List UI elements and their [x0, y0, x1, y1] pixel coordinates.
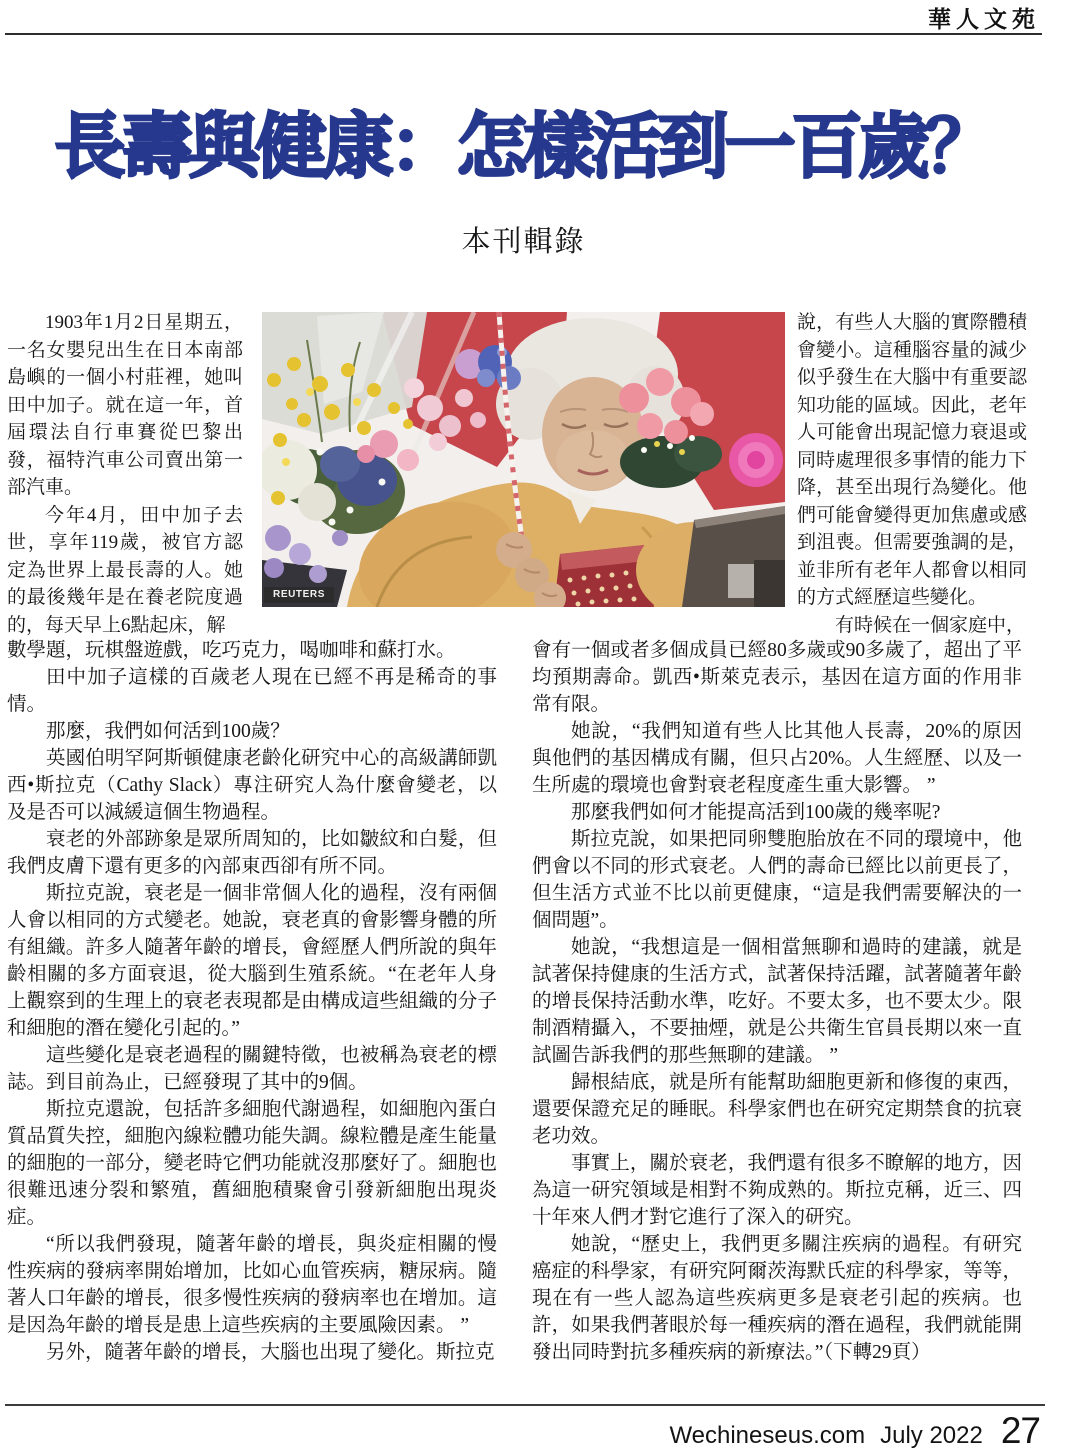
paragraph: 另外，隨著年齡的增長，大腦也出現了變化。斯拉克 [46, 1342, 495, 1363]
footer [669, 1410, 1040, 1452]
paragraph: 說，有些人大腦的實際體積會變小。這種腦容量的減少似乎發生在大腦中有重要認知功能的區域。因此，老年人可能會出現記憶力衰退或同時處理很多事情的能力下降，甚至出現行為變化。他們可能會變得更加焦慮或感到沮喪。但需要強調的是，並非所有老年人都會以相同的方式經歷這些變化。 [797, 312, 1027, 608]
paragraph: 事實上，關於衰老，我們還有很多不瞭解的地方，因為這一研究領域是相對不夠成熟的。斯拉克稱，近三、四十年來人們才對它進行了深入的研究。 [532, 1153, 1022, 1228]
paragraph: 斯拉克說，衰老是一個非常個人化的過程，沒有兩個人會以相同的方式變老。她說，衰老真的會影響身體的所有組織。許多人隨著年齡的增長，會經歷人們所說的與年齡相關的多方面衰退，從大腦到生殖系統。“在老年人身上觀察到的生理上的衰老表現都是由構成這些組織的分子和細胞的潛在變化引起的。” [7, 883, 497, 1039]
header-rule [5, 33, 1042, 35]
paragraph: 衰老的外部跡象是眾所周知的，比如皺紋和白髮，但我們皮膚下還有更多的內部東西卻有所不同。 [7, 829, 497, 877]
paragraph: 英國伯明罕阿斯頓健康老齡化研究中心的高級講師凱西•斯拉克（Cathy Slack）專注研究人為什麼會變老，以及是否可以減緩這個生物過程。 [7, 748, 497, 823]
paragraph: 這些變化是衰老過程的關鍵特徵，也被稱為衰老的標誌。到目前為止，已經發現了其中的9個。 [7, 1045, 497, 1093]
footer-issue-date: July 2022 [880, 1422, 983, 1449]
paragraph: 1903年1月2日星期五，一名女嬰兒出生在日本南部島嶼的一個小村莊裡，她叫田中加子。就在這一年，首屆環法自行車賽從巴黎出發，福特汽車公司賣出第一部汽車。 [7, 312, 243, 498]
paragraph: 她說，“我們知道有些人比其他人長壽，20%的原因與他們的基因構成有關，但只占20%。人生經歷、以及一生所處的環境也會對衰老程度產生重大影響。 ” [532, 721, 1022, 796]
paragraph: 數學題，玩棋盤遊戲，吃巧克力，喝咖啡和蘇打水。 [7, 640, 456, 661]
paragraph: 她說，“歷史上，我們更多關注疾病的過程。有研究癌症的科學家，有研究阿爾茨海默氏症的科學家，等等，現在有一些人認為這些疾病更多是衰老引起的疾病。也許，如果我們著眼於每一種疾病的潛在過程，我們就能開發出同時對抗多種疾病的新療法。”（下轉29頁） [532, 1234, 1022, 1363]
text-column-lower-right [532, 637, 1022, 1366]
paragraph: 田中加子這樣的百歲老人現在已經不再是稀奇的事情。 [7, 667, 497, 715]
paragraph: “所以我們發現，隨著年齡的增長，與炎症相關的慢性疾病的發病率開始增加，比如心血管疾病，糖尿病。隨著人口年齡的增長，很多慢性疾病的發病率也在增加。這是因為年齡的增長是患上這些疾病的主要風險因素。 ” [7, 1234, 497, 1336]
paragraph: 那麼，我們如何活到100歲？ [46, 721, 290, 742]
footer-page-number: 27 [1000, 1410, 1040, 1451]
paragraph: 會有一個或者多個成員已經80多歲或90多歲了，超出了平均預期壽命。凱西•斯萊克表示，基因在這方面的作用非常有限。 [532, 640, 1022, 715]
paragraph: 她說，“我想這是一個相當無聊和過時的建議，就是試著保持健康的生活方式，試著保持活躍，試著隨著年齡的增長保持活動水準，吃好。不要太多，也不要太少。限制酒精攝入，不要抽煙，就是公共衛生官員長期以來一直試圖告訴我們的那些無聊的建議。 ” [532, 937, 1022, 1066]
paragraph: 斯拉克說，如果把同卵雙胞胎放在不同的環境中，他們會以不同的形式衰老。人們的壽命已經比以前更長了，但生活方式並不比以前更健康，“這是我們需要解決的一個問題”。 [532, 829, 1022, 931]
paragraph: 有時候在一個家庭中， [835, 614, 1026, 636]
footer-rule [5, 1404, 1045, 1406]
text-column-upper-left [7, 309, 243, 639]
paragraph: 那麼我們如何才能提高活到100歲的幾率呢? [571, 802, 941, 823]
paragraph: 斯拉克還說，包括許多細胞代謝過程，如細胞內蛋白質品質失控，細胞內線粒體功能失調。線粒體是產生能量的細胞的一部分，變老時它們功能就沒那麼好了。細胞也很難迅速分裂和繁殖，舊細胞積聚會引發新細胞出現炎症。 [7, 1099, 497, 1228]
article-photo [262, 312, 785, 607]
footer-site-name: Wechineseus.com [669, 1422, 866, 1449]
photo-credit-badge: REUTERS [264, 587, 334, 603]
paragraph: 歸根結底，就是所有能幫助細胞更新和修復的東西，還要保證充足的睡眠。科學家們也在研究定期禁食的抗衰老功效。 [532, 1072, 1022, 1147]
article-byline: 本刊輯錄 [461, 226, 586, 258]
paragraph: 今年4月，田中加子去世，享年119歲，被官方認定為世界上最長壽的人。她的最後幾年是在養老院度過的，每天早上6點起床，解 [7, 504, 243, 636]
section-label: 華人文苑 [928, 7, 1040, 32]
text-column-lower-left [7, 637, 497, 1366]
photo-illustration [262, 312, 785, 607]
article-title: 長壽與健康：怎樣活到一百歲？ [54, 107, 993, 187]
text-column-upper-right [797, 309, 1027, 639]
